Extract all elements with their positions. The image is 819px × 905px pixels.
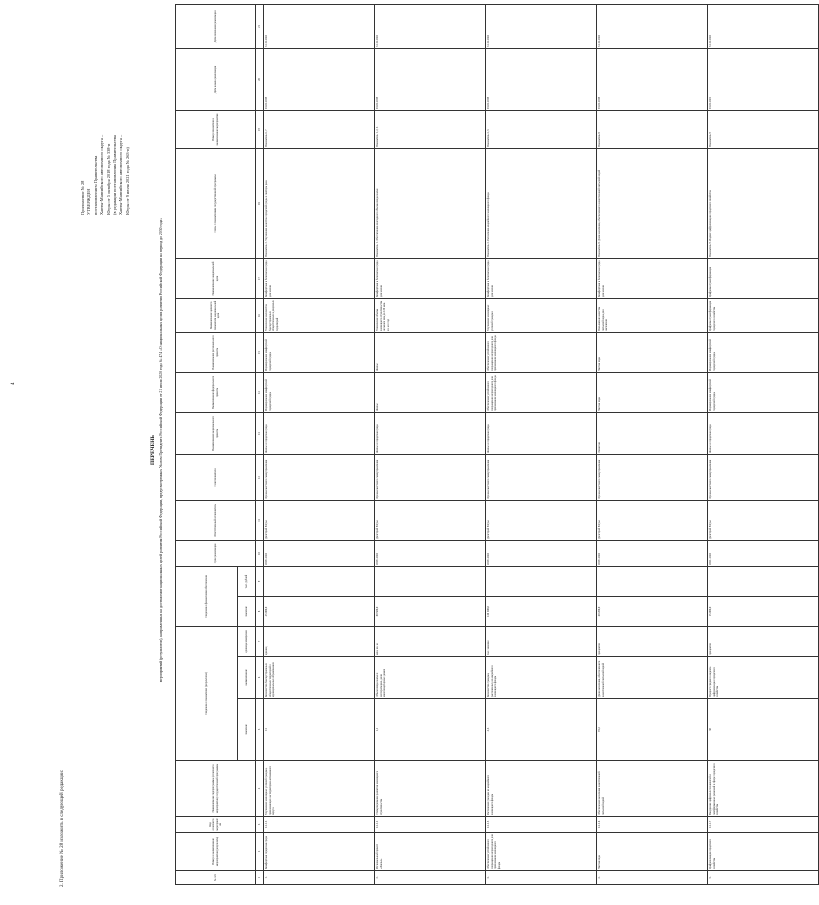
- cell-unit: тыс. человек: [486, 627, 597, 657]
- table-cell-empty: [264, 566, 375, 596]
- header-target: Наименование целевого показателя национальной цели: [176, 298, 256, 332]
- cell-indicator: Объем ввода жилья в эксплуатацию, доля многоквартирных домов: [375, 657, 486, 699]
- cell-subprogram: Стимулирование развития жилищного строительства: [375, 761, 486, 817]
- column-number: 12: [256, 454, 264, 500]
- column-number: 21: [256, 4, 264, 48]
- cell-end: 31.12.2024: [597, 4, 708, 48]
- approval-line: Ханты-Мансийского автономного округа –: [99, 134, 105, 215]
- cell-code: 1.2.1.6: [597, 817, 708, 833]
- header-end: Дата окончания реализации: [176, 4, 256, 48]
- cell-unit: единиц: [264, 627, 375, 657]
- header-indicators-group: Сведения о показателях (результатах): [176, 627, 238, 761]
- header-sub: единица измерения: [238, 627, 256, 657]
- cell-indicator: Количество благоустроенных общественных территорий в муниципальных образованиях: [264, 657, 375, 699]
- header-sub: значение: [238, 597, 256, 627]
- cell-natproj: Жилье и городская среда: [708, 412, 819, 454]
- table-row: [597, 4, 708, 884]
- cell-goal: Комфортная и безопасная среда для жизни: [597, 258, 708, 298]
- cell-coexec: Органы местного самоуправления: [264, 454, 375, 500]
- column-number: 20: [256, 48, 264, 110]
- cell-goal: Комфортная и безопасная среда для жизни: [375, 258, 486, 298]
- header-regproject: Наименование регионального проекта: [176, 332, 256, 372]
- cell-code: 1.2.1.5: [486, 817, 597, 833]
- column-number-row: [256, 4, 264, 884]
- table-body: [264, 4, 819, 884]
- cell-target: Увеличение количества благоустроенных общественных и дворовых территорий: [264, 298, 375, 332]
- column-number: 7: [256, 627, 264, 657]
- cell-code: 1.2.1.2: [375, 817, 486, 833]
- column-number: 9: [256, 566, 264, 596]
- cell-finance: 15 000,0: [708, 597, 819, 627]
- document-title: ПЕРЕЧЕНЬ: [150, 435, 156, 465]
- cell-regproj: Чистая вода: [597, 332, 708, 372]
- cell-goal: Комфортная и безопасная среда для жизни: [264, 258, 375, 298]
- cell-period: 2019–2024: [486, 540, 597, 566]
- column-number: 15: [256, 332, 264, 372]
- cell-name: Обеспечение устойчивого сокращения непригодного для проживания жилищного фонда: [486, 833, 597, 871]
- cell-coexec: Органы местного самоуправления: [486, 454, 597, 500]
- cell-link: Показатель 1. Обеспечение ежегодного объема ввода жилья: [375, 148, 486, 258]
- cell-unit: процентов: [708, 627, 819, 657]
- column-number: 17: [256, 258, 264, 298]
- cell-period: 2019–2024: [375, 540, 486, 566]
- cell-num: 1.: [264, 871, 375, 885]
- column-number: 16: [256, 298, 264, 332]
- approval-line: постановлением Правительства: [92, 155, 98, 215]
- column-number: 18: [256, 148, 264, 258]
- cell-regproj: Жилье: [375, 332, 486, 372]
- column-number: 6: [256, 657, 264, 699]
- table-row: [486, 4, 597, 884]
- cell-target: Улучшение жилищных условий граждан: [486, 298, 597, 332]
- cell-value: 4,3: [486, 699, 597, 761]
- cell-value: 13: [264, 699, 375, 761]
- column-number: 10: [256, 540, 264, 566]
- header-executor: Ответственный исполнитель: [176, 500, 256, 540]
- cell-subprogram: Обеспечение населения качественной питьевой водой: [597, 761, 708, 817]
- cell-period: 2019–2024: [597, 540, 708, 566]
- cell-indicator: Доля населения, обеспеченного качественной питьевой водой: [597, 657, 708, 699]
- page-number: 4: [11, 382, 16, 385]
- cell-link: Показатель 4. Расселение аварийного жилищного фонда: [486, 148, 597, 258]
- table-row: [264, 4, 375, 884]
- column-number: 13: [256, 412, 264, 454]
- cell-name: Чистая вода: [597, 833, 708, 871]
- document-subtitle: мероприятий (результатов), направленных на достижение национальных целей развития Российской Федерации, предусмотренных Указом Президента Российской Федерации от 21 июля 2020 года № 474 «О национальных целях развития Российской Федерации на период до 2030 года»: [159, 217, 163, 683]
- cell-fedproj: Формирование комфортной городской среды: [708, 372, 819, 412]
- cell-indicator-no: Показатель 9: [708, 110, 819, 148]
- cell-fedproj: Формирование комфортной городской среды: [264, 372, 375, 412]
- header-sub: значение: [238, 699, 256, 761]
- column-number: 14: [256, 372, 264, 412]
- column-number: 2: [256, 833, 264, 871]
- cell-regproj: Формирование комфортной городской среды: [708, 332, 819, 372]
- cell-natproj: Экология: [597, 412, 708, 454]
- cell-finance: 45 000,0: [264, 597, 375, 627]
- cell-indicator: Количество граждан, расселенных из аварийного жилищного фонда: [486, 657, 597, 699]
- cell-num: 2.: [375, 871, 486, 885]
- cell-value: 30: [708, 699, 819, 761]
- cell-start: 01.01.2021: [708, 48, 819, 110]
- cell-target: Увеличение объема жилищного строительства не менее чем до 120 млн. кв. м в год: [375, 298, 486, 332]
- approval-line: Приложение № 28: [80, 180, 85, 215]
- measures-table: [175, 4, 819, 885]
- cell-value: 91,2: [597, 699, 708, 761]
- cell-subprogram: Улучшение жилищных условий граждан, проживающих на территории автономного округа: [264, 761, 375, 817]
- cell-executor: Депстрой Югры: [708, 500, 819, 540]
- cell-value: 1,1: [375, 699, 486, 761]
- cell-start: 01.01.2019: [597, 48, 708, 110]
- header-sub: наименование: [238, 657, 256, 699]
- cell-fedproj: Чистая вода: [597, 372, 708, 412]
- header-coexecutors: Соисполнители: [176, 454, 256, 500]
- header-indicator-no: Номер показателя и наименование мероприятия: [176, 110, 256, 148]
- cell-goal: Цифровая трансформация: [708, 258, 819, 298]
- column-number: 5: [256, 699, 264, 761]
- amendment-note: 2. Приложение № 28 изложить в следующей редакции:: [60, 769, 65, 887]
- cell-end: 31.12.2024: [486, 4, 597, 48]
- header-link: Связь с показателями государственной программы: [176, 148, 256, 258]
- cell-end: 31.12.2024: [375, 4, 486, 48]
- cell-indicator: Прирост среднего индекса цифровизации городского хозяйства: [708, 657, 819, 699]
- table-cell-empty: [708, 566, 819, 596]
- cell-period: 2021–2024: [708, 540, 819, 566]
- cell-indicator-no: Показатель 6, 7: [264, 110, 375, 148]
- cell-code: 1.2.1.3: [264, 817, 375, 833]
- column-number: 8: [256, 597, 264, 627]
- cell-num: 4.: [597, 871, 708, 885]
- column-number: 3: [256, 817, 264, 833]
- cell-target: Повышение качества питьевой воды для населения: [597, 298, 708, 332]
- header-name: Номер и наименование мероприятия (результата): [176, 833, 256, 871]
- cell-regproj: Обеспечение устойчивого сокращения непригодного для проживания жилищного фонда: [486, 332, 597, 372]
- cell-start: 01.01.2019: [264, 48, 375, 110]
- header-sub: тыс. рублей: [238, 566, 256, 596]
- cell-indicator-no: Показатель 1, 2, 3: [375, 110, 486, 148]
- cell-period: 2019–2024: [264, 540, 375, 566]
- cell-natproj: Жилье и городская среда: [264, 412, 375, 454]
- header-finance-group: Сведения о финансовом обеспечении: [176, 566, 238, 626]
- header-natproject: Наименование национального проекта: [176, 412, 256, 454]
- cell-link: Показатель 8. Доля населения, обеспеченного качественной питьевой водой: [597, 148, 708, 258]
- header-period: Срок реализации: [176, 540, 256, 566]
- approval-line: Югры от 9 июля 2021 года № 263-п): [124, 147, 130, 215]
- cell-executor: Депстрой Югры: [597, 500, 708, 540]
- cell-indicator-no: Показатель 4, 5: [486, 110, 597, 148]
- cell-executor: Депстрой Югры: [375, 500, 486, 540]
- cell-link: Показатель 9. Индекс цифровизации городского хозяйства: [708, 148, 819, 258]
- cell-subprogram: Внедрение цифровых технологий и платформенных решений в сфере городского хозяйства: [708, 761, 819, 817]
- cell-target: Цифровая трансформация городского хозяйства: [708, 298, 819, 332]
- cell-natproj: Жилье и городская среда: [375, 412, 486, 454]
- cell-fedproj: Обеспечение устойчивого сокращения непригодного для проживания жилищного фонда: [486, 372, 597, 412]
- table-cell-empty: [486, 566, 597, 596]
- column-number: 1: [256, 871, 264, 885]
- header-goal: Наименование национальной цели: [176, 258, 256, 298]
- table-row: [375, 4, 486, 884]
- cell-end: 31.12.2024: [264, 4, 375, 48]
- approval-line: УТВЕРЖДЕН: [86, 188, 92, 215]
- cell-executor: Депстрой Югры: [264, 500, 375, 540]
- cell-executor: Депстрой Югры: [486, 500, 597, 540]
- approval-line: (в редакции постановления Правительства: [111, 135, 117, 215]
- cell-unit: процентов: [597, 627, 708, 657]
- cell-link: Показатель 2. Улучшение качества городской среды в полтора раза: [264, 148, 375, 258]
- header-fedproject: Наименование федерального проекта: [176, 372, 256, 412]
- approval-line: Ханты-Мансийского автономного округа –: [118, 134, 124, 215]
- cell-num: 3.: [486, 871, 597, 885]
- header-code: Код основного мероприятия: [176, 817, 256, 833]
- cell-finance: 80 500,0: [375, 597, 486, 627]
- table-cell-empty: [597, 566, 708, 596]
- header-start: Дата начала реализации: [176, 48, 256, 110]
- table-cell-empty: [375, 566, 486, 596]
- column-number: 19: [256, 110, 264, 148]
- cell-regproj: Формирование комфортной городской среды: [264, 332, 375, 372]
- cell-unit: млн. кв. м: [375, 627, 486, 657]
- cell-fedproj: Жилье: [375, 372, 486, 412]
- approval-line: Югры от 5 октября 2018 года № 338-п: [105, 143, 111, 215]
- column-number: 4: [256, 761, 264, 817]
- cell-coexec: Органы местного самоуправления: [597, 454, 708, 500]
- cell-end: 31.12.2024: [708, 4, 819, 48]
- cell-finance: 120 300,0: [486, 597, 597, 627]
- cell-coexec: Органы местного самоуправления: [708, 454, 819, 500]
- cell-name: Цифровизация городского хозяйства: [708, 833, 819, 871]
- cell-goal: Комфортная и безопасная среда для жизни: [486, 258, 597, 298]
- cell-coexec: Органы местного самоуправления: [375, 454, 486, 500]
- cell-subprogram: Расселение граждан из аварийного жилищного фонда: [486, 761, 597, 817]
- header-subprogram: Наименование подпрограммы (основного мероприятия) государственной программы: [176, 761, 256, 817]
- cell-start: 01.01.2019: [486, 48, 597, 110]
- cell-indicator-no: Показатель 8: [597, 110, 708, 148]
- table-row: [708, 4, 819, 884]
- cell-name: Комфортная городская среда: [264, 833, 375, 871]
- header-num: № п/п: [176, 871, 256, 885]
- column-number: 11: [256, 500, 264, 540]
- cell-num: 5.: [708, 871, 819, 885]
- approval-block: [80, 40, 131, 215]
- cell-finance: 60 200,0: [597, 597, 708, 627]
- cell-code: 1.2.1.7: [708, 817, 819, 833]
- cell-name: Региональный проект «Жилье»: [375, 833, 486, 871]
- cell-natproj: Жилье и городская среда: [486, 412, 597, 454]
- cell-start: 01.01.2019: [375, 48, 486, 110]
